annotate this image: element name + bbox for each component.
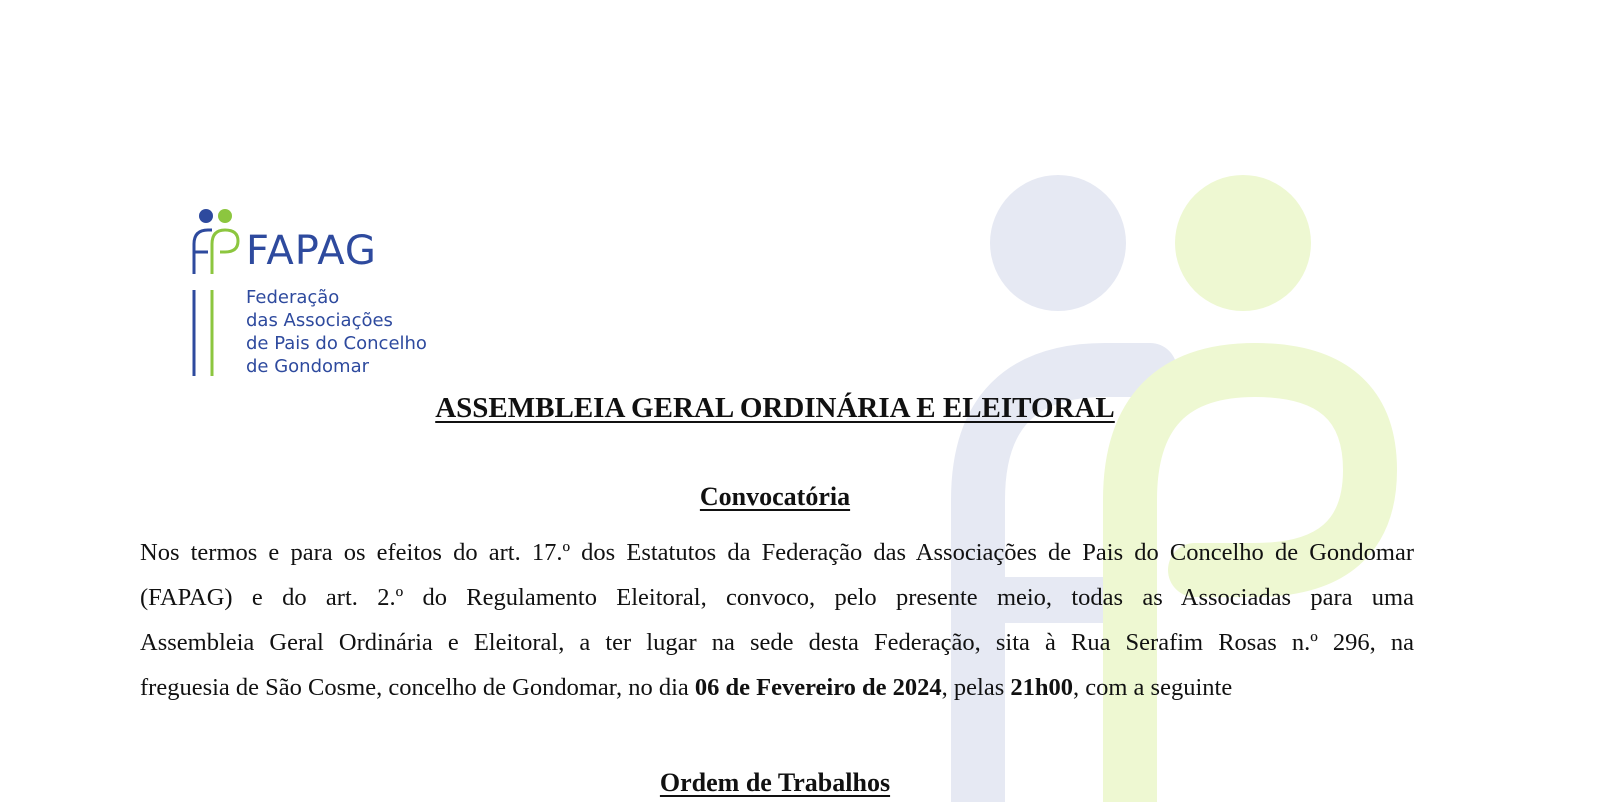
watermark-green-dot [1175,175,1311,311]
paragraph-line: (FAPAG) e do art. 2.º do Regulamento Eleitoral, convoco, pelo presente meio, todas as Associadas para uma [140,584,1414,611]
paragraph-text: , pelas [941,674,1011,701]
document-subtitle: Convocatória [699,482,851,511]
logo-green-p [212,230,238,274]
paragraph-line [140,665,1414,710]
logo-subtitle [246,286,427,378]
logo-name: FAPAG [246,228,377,274]
agenda-heading: Ordem de Trabalhos [659,768,891,797]
logo-subtitle-line: Federação [246,287,340,308]
paragraph-line: Assembleia Geral Ordinária e Eleitoral, a ter lugar na sede desta Federação, sita à Rua Serafim Rosas n.º 296, na [140,629,1414,656]
logo-subtitle-line: de Pais do Concelho [246,333,427,354]
logo-blue-dot [199,209,213,223]
logo-subtitle-line: de Gondomar [246,356,369,377]
watermark-blue-dot [990,175,1126,311]
convocation-paragraph [140,530,1414,710]
fapag-logo [188,206,478,386]
logo-subtitle-line: das Associações [246,310,393,331]
document-title: ASSEMBLEIA GERAL ORDINÁRIA E ELEITORAL [435,392,1115,424]
paragraph-line: Nos termos e para os efeitos do art. 17.º dos Estatutos da Federação das Associações de Pais do Concelho de Gondomar [140,539,1414,566]
paragraph-text: , com a seguinte [1073,674,1233,701]
paragraph-text: freguesia de São Cosme, concelho de Gondomar, no dia [140,674,695,701]
meeting-time: 21h00 [1010,674,1073,701]
logo-green-dot [218,209,232,223]
meeting-date: 06 de Fevereiro de 2024 [694,674,942,701]
fapag-logo-mark [188,206,248,386]
